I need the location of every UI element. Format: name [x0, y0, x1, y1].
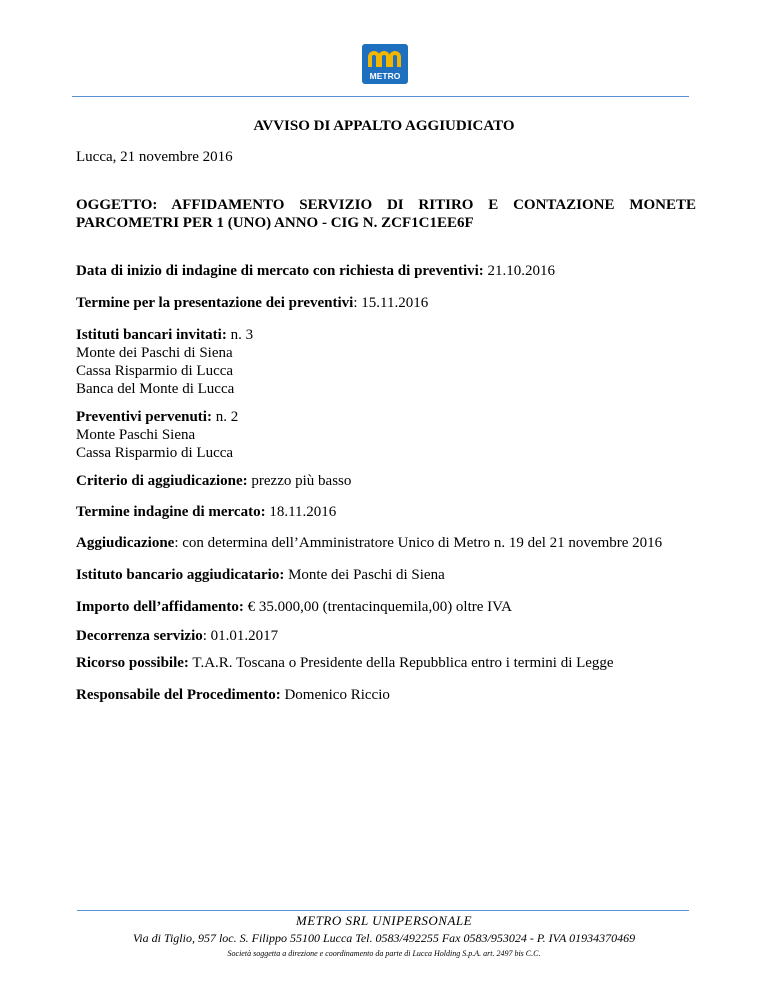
- field-label: Decorrenza servizio: [76, 628, 203, 644]
- field-istituti-invitati: [76, 326, 696, 398]
- field-value: : 15.11.2016: [353, 295, 429, 311]
- field-label: Termine per la presentazione dei preventivi: [76, 295, 354, 311]
- field-label: Istituti bancari invitati:: [76, 327, 227, 343]
- list-item: Monte dei Paschi di Siena: [76, 345, 233, 361]
- field-responsabile: [76, 686, 696, 704]
- field-value: n. 2: [211, 409, 239, 425]
- field-label: Aggiudicazione: [76, 535, 175, 551]
- header-rule: [72, 96, 689, 97]
- footer-note: Società soggetta a direzione e coordinamento da parte di Lucca Holding S.p.A. art. 2497 bis C.C.: [227, 949, 541, 958]
- field-decorrenza: [76, 627, 696, 645]
- field-value: Monte dei Paschi di Siena: [284, 567, 445, 583]
- place-date: Lucca, 21 novembre 2016: [76, 149, 233, 165]
- field-value: 18.11.2016: [265, 504, 337, 520]
- subject: OGGETTO: AFFIDAMENTO SERVIZIO DI RITIRO E CONTAZIONE MONETE PARCOMETRI PER 1 (UNO) ANNO - CIG N. ZCF1C1EE6F: [76, 197, 696, 231]
- list-item: Monte Paschi Siena: [76, 427, 196, 443]
- field-aggiudicazione: [76, 534, 696, 552]
- field-importo: [76, 598, 696, 616]
- field-termine-indagine: [76, 503, 696, 521]
- field-value: : con determina dell’Amministratore Unico di Metro n. 19 del 21 novembre 2016: [174, 535, 663, 551]
- field-value: T.A.R. Toscana o Presidente della Repubblica entro i termini di Legge: [188, 655, 614, 671]
- metro-logo: [362, 44, 408, 84]
- field-value: € 35.000,00 (trentacinquemila,00) oltre IVA: [243, 599, 512, 615]
- footer-company: METRO SRL UNIPERSONALE: [295, 913, 473, 928]
- field-label: Data di inizio di indagine di mercato con richiesta di preventivi:: [76, 263, 484, 279]
- field-aggiudicatario: [76, 566, 696, 584]
- field-label: Preventivi pervenuti:: [76, 409, 212, 425]
- field-label: Ricorso possibile:: [76, 655, 189, 671]
- field-value: 21.10.2016: [483, 263, 556, 279]
- field-label: Termine indagine di mercato:: [76, 504, 266, 520]
- list-item: Cassa Risparmio di Lucca: [76, 445, 234, 461]
- notice-title: AVVISO DI APPALTO AGGIUDICATO: [253, 118, 515, 134]
- list-item: Banca del Monte di Lucca: [76, 381, 235, 397]
- field-label: Responsabile del Procedimento:: [76, 687, 281, 703]
- field-label: Importo dell’affidamento:: [76, 599, 244, 615]
- field-data-inizio: [76, 262, 696, 280]
- field-criterio: [76, 472, 696, 490]
- field-termine-preventivi: [76, 294, 696, 312]
- footer-address: Via di Tiglio, 957 loc. S. Filippo 55100 Lucca Tel. 0583/492255 Fax 0583/953024 - P. IVA 01934370469: [132, 931, 636, 945]
- footer-rule: [77, 910, 689, 911]
- field-value: Domenico Riccio: [280, 687, 390, 703]
- field-preventivi-pervenuti: [76, 408, 696, 462]
- field-label: Criterio di aggiudicazione:: [76, 473, 248, 489]
- logo-text: METRO: [369, 71, 401, 81]
- list-item: Cassa Risparmio di Lucca: [76, 363, 234, 379]
- field-label: Istituto bancario aggiudicatario:: [76, 567, 285, 583]
- field-ricorso: [76, 654, 696, 672]
- field-value: : 01.01.2017: [202, 628, 279, 644]
- field-value: prezzo più basso: [247, 473, 352, 489]
- field-value: n. 3: [226, 327, 254, 343]
